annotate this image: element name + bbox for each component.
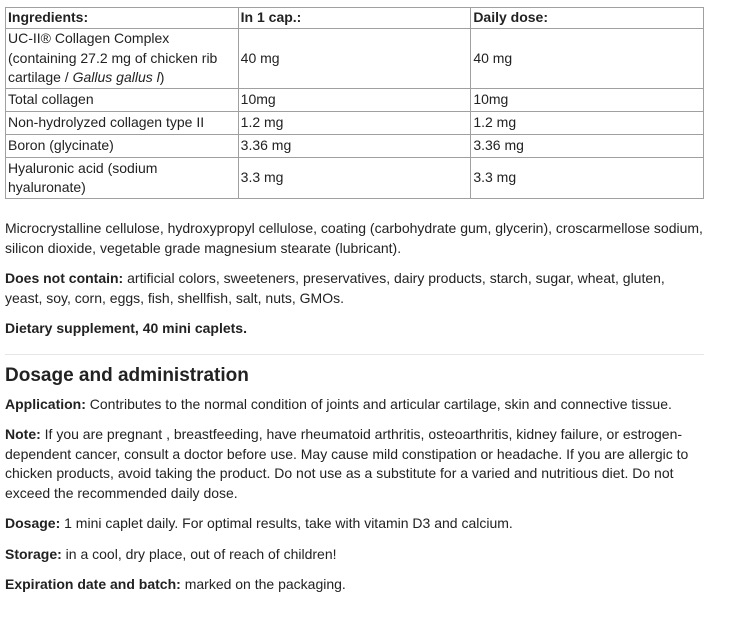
does-not-contain	[5, 269, 705, 308]
ingredient-name-line: )	[159, 69, 165, 86]
storage-paragraph	[5, 545, 705, 565]
ingredient-name: Total collagen	[6, 89, 239, 112]
ingredient-name: Non-hydrolyzed collagen type II	[6, 112, 239, 135]
note-paragraph	[5, 425, 705, 503]
ingredient-name	[6, 158, 239, 199]
per-cap-value: 3.3 mg	[238, 158, 471, 199]
header-daily-dose: Daily dose:	[471, 8, 704, 29]
application-paragraph	[5, 395, 705, 415]
storage-label: Storage:	[5, 545, 62, 562]
latin-name: Gallus gallus l	[72, 69, 160, 86]
ingredient-name-line: Hyaluronic acid (sodium	[8, 159, 158, 176]
table-row	[6, 135, 704, 158]
table-row	[6, 29, 704, 89]
storage-text: in a cool, dry place, out of reach of children!	[61, 545, 337, 562]
expiration-text: marked on the packaging.	[180, 576, 346, 592]
ingredient-name-line: cartilage /	[8, 69, 73, 86]
ingredients-table	[5, 7, 704, 199]
does-not-contain-text: artificial colors, sweeteners, preservatives, dairy products, starch, sugar, wheat, gluten, yeast, soy, corn, eggs, fish, shellfish, salt, nuts, GMOs.	[5, 270, 665, 306]
supplement-note	[5, 319, 705, 339]
ingredient-name-line: (containing 27.2 mg of chicken rib	[8, 49, 218, 66]
ingredient-name	[6, 29, 239, 89]
daily-dose-value: 1.2 mg	[471, 112, 704, 135]
supplement-note-text: Dietary supplement, 40 mini caplets.	[5, 320, 247, 336]
table-header-row	[6, 8, 704, 29]
note-text: If you are pregnant , breastfeeding, have rheumatoid arthritis, osteoarthritis, kidney failure, or estrogen-dependent cancer, consult a doctor before use. May cause mild constipation or headache. If you are allergic to chicken products, avoid taking the product. Do not use as a substitute for a varied and nutritious diet. Do not exceed the recommended daily dose.	[5, 426, 689, 501]
per-cap-value: 40 mg	[238, 29, 471, 89]
per-cap-value: 3.36 mg	[238, 135, 471, 158]
table-row	[6, 89, 704, 112]
expiration-label: Expiration date and batch:	[5, 576, 181, 592]
header-per-cap: In 1 cap.:	[238, 8, 471, 29]
ingredient-name-line: hyaluronate)	[8, 179, 86, 195]
expiration-paragraph	[5, 575, 705, 595]
dosage-paragraph	[5, 514, 705, 534]
application-label: Application:	[5, 395, 86, 412]
dosage-heading: Dosage and administration	[5, 364, 249, 386]
per-cap-value: 1.2 mg	[238, 112, 471, 135]
product-info	[5, 7, 705, 595]
table-row	[6, 158, 704, 199]
per-cap-value: 10mg	[238, 89, 471, 112]
dosage-text: 1 mini caplet daily. For optimal results, take with vitamin D3 and calcium.	[60, 515, 513, 531]
application-text: Contributes to the normal condition of joints and articular cartilage, skin and connective tissue.	[85, 395, 672, 412]
does-not-contain-label: Does not contain:	[5, 270, 124, 286]
daily-dose-value: 10mg	[471, 89, 704, 112]
daily-dose-value: 40 mg	[471, 29, 704, 89]
daily-dose-value: 3.36 mg	[471, 135, 704, 158]
section-divider	[5, 354, 704, 355]
daily-dose-value: 3.3 mg	[471, 158, 704, 199]
excipients-text: Microcrystalline cellulose, hydroxypropyl cellulose, coating (carbohydrate gum, glycerin), croscarmellose sodium, silicon dioxide, vegetable grade magnesium stearate (lubricant).	[5, 220, 703, 256]
table-row	[6, 112, 704, 135]
ingredient-name-line: UC-II® Collagen Complex	[8, 30, 170, 47]
ingredient-name: Boron (glycinate)	[6, 135, 239, 158]
dosage-label: Dosage:	[5, 515, 61, 531]
note-label: Note:	[5, 426, 41, 442]
header-ingredients: Ingredients:	[6, 8, 239, 29]
